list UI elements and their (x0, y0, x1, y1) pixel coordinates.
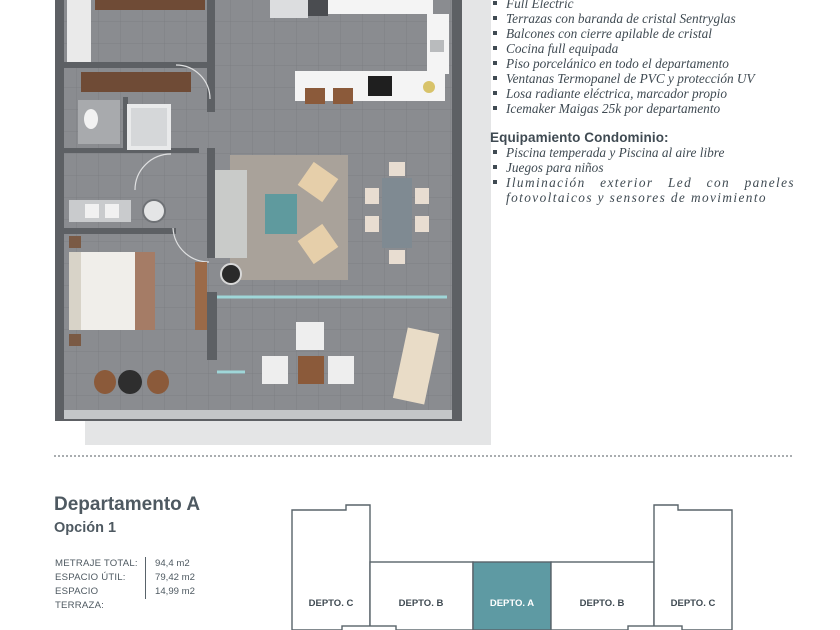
key-label: DEPTO. C (670, 598, 716, 609)
chair (147, 370, 169, 394)
terrace-table (298, 356, 324, 384)
spec-row (55, 557, 195, 571)
washer (270, 0, 308, 18)
terrace-chair (262, 356, 288, 384)
condo-features (490, 145, 795, 205)
washbasin (143, 200, 165, 222)
closet-rail-2 (81, 72, 191, 92)
nightstand (69, 334, 81, 346)
condo-section-title: Equipamiento Condominio: (490, 130, 669, 145)
dotted-divider (54, 455, 792, 457)
spec-row (55, 585, 196, 611)
side-table (118, 370, 142, 394)
dining-chair (415, 188, 429, 204)
condo-feature-item: Iluminación exterior Led con paneles fotovoltaicos y sensores de movimiento (490, 175, 795, 205)
key-plan (290, 502, 735, 630)
unit-option: Opción 1 (54, 520, 117, 536)
wall-terrace (207, 292, 217, 360)
key-label: DEPTO. C (308, 598, 354, 609)
key-unit-a (473, 562, 551, 630)
bathroom-floor (78, 100, 120, 144)
sink (105, 204, 119, 218)
key-unit-b-right (551, 562, 654, 630)
bar-stool (333, 88, 353, 104)
terrace-edge (64, 410, 452, 419)
dining-table (382, 178, 412, 248)
feature-item: Terrazas con baranda de cristal Sentryglas (490, 11, 795, 26)
features-panel (490, 0, 795, 205)
toilet (84, 109, 98, 129)
bed-headboard (69, 252, 81, 330)
counter-top (328, 0, 433, 14)
feature-item: Cocina full equipada (490, 41, 795, 56)
dining-chair (389, 250, 405, 264)
feature-item: Full Electric (490, 0, 795, 11)
feature-item: Piso porcelánico en todo el departamento (490, 56, 795, 71)
shower-tray (131, 108, 167, 146)
desk (195, 262, 207, 330)
floor-plan-drawing (55, 0, 462, 421)
unit-specs (55, 557, 196, 611)
spec-value: 79,42 m2 (145, 571, 195, 585)
condo-feature-item: Juegos para niños (490, 160, 795, 175)
sofa (215, 170, 247, 258)
feature-item: Icemaker Maigas 25k por departamento (490, 101, 795, 116)
coffee-table (265, 194, 297, 234)
feature-item: Losa radiante eléctrica, marcador propio (490, 86, 795, 101)
chair (94, 370, 116, 394)
sink (85, 204, 99, 218)
key-unit-b-left (370, 562, 473, 630)
floor-plan (55, 0, 462, 421)
appliance (308, 0, 328, 16)
closet (67, 0, 91, 62)
apartment-features (490, 0, 795, 116)
spec-label: ESPACIO ÚTIL: (55, 572, 126, 583)
plant (423, 81, 435, 93)
wall-kitchen (207, 0, 215, 112)
spec-value: 94,4 m2 (145, 557, 190, 571)
key-stair (628, 626, 682, 630)
dining-chair (365, 188, 379, 204)
unit-title: Departamento A (54, 494, 201, 515)
feature-item: Ventanas Termopanel de PVC y protección UV (490, 71, 795, 86)
spec-label: METRAJE TOTAL: (55, 558, 138, 569)
kitchen-sink (430, 40, 444, 52)
dining-chair (365, 216, 379, 232)
condo-feature-item: Piscina temperada y Piscina al aire libre (490, 145, 795, 160)
floor-lamp (221, 264, 241, 284)
cooktop (368, 76, 392, 96)
spec-value: 14,99 m2 (145, 585, 195, 599)
spec-label: ESPACIO TERRAZA: (55, 586, 105, 611)
closet-rail (95, 0, 205, 10)
feature-item: Balcones con cierre apilable de cristal (490, 26, 795, 41)
key-unit-c-left (292, 505, 370, 630)
bed-throw (135, 252, 155, 330)
key-label-active: DEPTO. A (489, 598, 535, 609)
wall-bedroom (64, 228, 176, 234)
bar-stool (305, 88, 325, 104)
wall-closet (64, 62, 212, 68)
dining-chair (415, 216, 429, 232)
spec-row (55, 571, 195, 585)
vanity (69, 200, 131, 222)
key-stair (342, 626, 396, 630)
key-label: DEPTO. B (579, 598, 625, 609)
terrace-chair (296, 322, 324, 350)
terrace-chair (328, 356, 354, 384)
dining-chair (389, 162, 405, 176)
key-label: DEPTO. B (398, 598, 444, 609)
wall-living (207, 148, 215, 258)
key-plan-drawing (290, 502, 735, 630)
nightstand (69, 236, 81, 248)
key-unit-c-right (654, 505, 732, 630)
